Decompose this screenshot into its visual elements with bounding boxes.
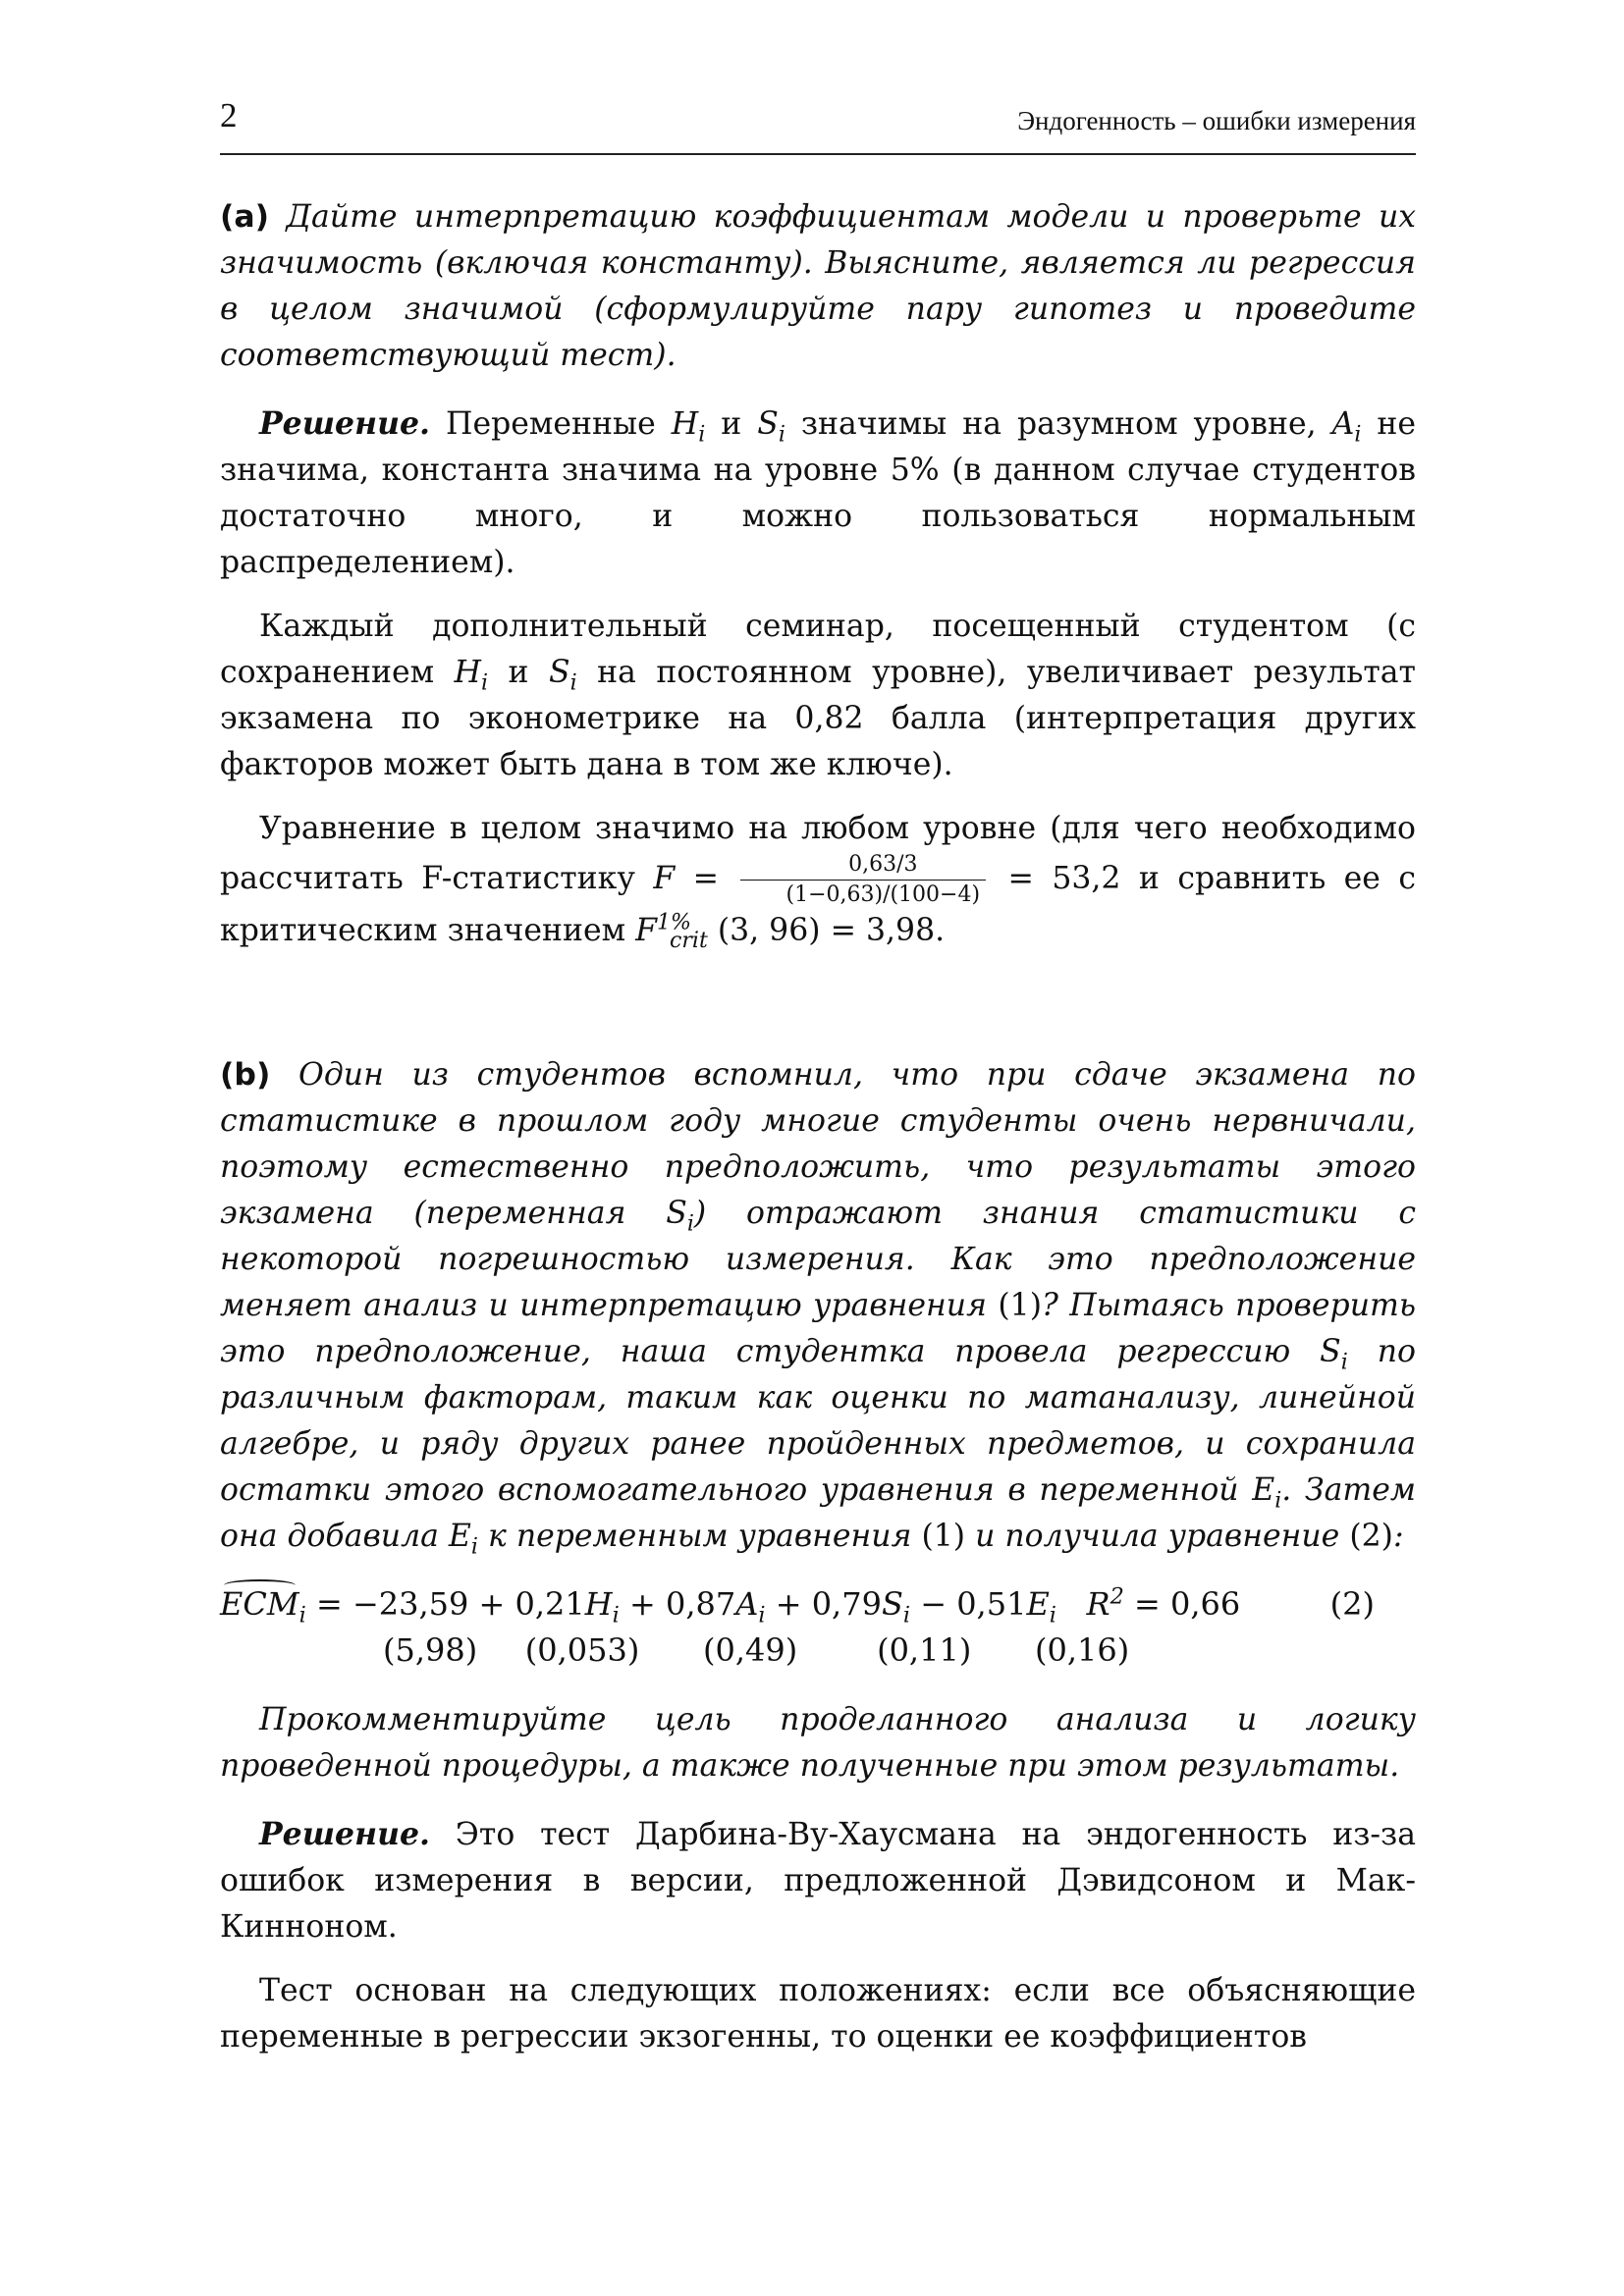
math-var-h: $H_i$ xyxy=(454,655,489,696)
f-statistic-value: = 53,2 xyxy=(1007,861,1121,896)
f-critical: $F^{1\%}_{crit}$ xyxy=(635,910,708,954)
page-body xyxy=(220,194,1416,2060)
text-fragment: : xyxy=(1392,1519,1404,1554)
text-fragment: по различным факторам, таким как оценки по матанализу, линейной алгебре, и ряду других ранее пройденных предметов, и сохранила остатки этого вспомогательного уравнения в переменной xyxy=(220,1334,1416,1508)
solution-a-paragraph-1 xyxy=(220,400,1416,586)
text-fragment: Уравнение в целом значимо на любом уровне (для чего необходимо рассчитать F-статистику xyxy=(220,811,1416,896)
text-fragment: и получила уравнение xyxy=(975,1519,1340,1554)
math-var-e: $E_i$ xyxy=(448,1519,478,1560)
equals-sign: = xyxy=(692,861,720,896)
math-var-h: $H_i$ xyxy=(584,1585,620,1629)
equation-term: + 0,87 xyxy=(629,1585,736,1623)
math-var-a: $A_i$ xyxy=(1331,406,1362,448)
question-b-label: (b) xyxy=(220,1057,271,1093)
math-var-e: $E_i$ xyxy=(1252,1472,1282,1514)
solution-b-paragraph-2: Тест основан на следующих положениях: если все объясняющие переменные в регрессии экзогенны, то оценки ее коэффициентов xyxy=(220,1973,1416,2055)
equation-term: + 0,79 xyxy=(775,1585,882,1623)
text-fragment: и xyxy=(508,655,529,690)
text-fragment: ) отражают знания статистики с некоторой погрешностью измерения. Как это предположение меняет анализ и интерпретацию уравнения xyxy=(220,1196,1416,1323)
math-var-s: $S_i$ xyxy=(666,1196,694,1237)
text-fragment: значимы на разумном уровне, xyxy=(800,406,1317,442)
page-header xyxy=(220,90,1416,155)
page-number: 2 xyxy=(220,96,238,134)
f-statistic-fraction xyxy=(740,852,986,908)
question-b xyxy=(220,1052,1416,1560)
question-a-text: Дайте интерпретацию коэффициентам модели и проверьте их значимость (включая константу). Выясните, является ли регрессия в целом значимой (сформулируйте пару гипотез и проведите соответствующий тест). xyxy=(220,199,1416,373)
running-title: Эндогенность – ошибки измерения xyxy=(1017,106,1416,135)
equation-ref-2: (2) xyxy=(1349,1519,1393,1554)
math-var-s: $S_i$ xyxy=(757,406,785,448)
math-var-h: $H_i$ xyxy=(671,406,706,448)
math-var-a: $A_i$ xyxy=(735,1585,766,1629)
solution-a-label: Решение. xyxy=(259,405,430,442)
standard-errors: (5,98) (0,053) (0,49) (0,11) (0,16) xyxy=(383,1631,1130,1669)
fraction-denominator: (1−0,63)/(100−4) xyxy=(785,882,981,907)
math-var-s: $S_i$ xyxy=(549,655,577,696)
solution-b-label: Решение. xyxy=(259,1816,430,1852)
text-fragment: Это тест Дарбина-Ву-Хаусмана на эндогенность из-за ошибок измерения в версии, предложенной Дэвидсоном и Мак-Кинноном. xyxy=(220,1817,1416,1945)
math-var-f: F xyxy=(653,861,676,896)
text-fragment: . Затем она добавила xyxy=(220,1472,1416,1554)
text-fragment: на постоянном уровне), увеличивает результат экзамена по эконометрике на 0,82 балла (интерпретация других факторов может быть дана в том же ключе). xyxy=(220,655,1416,782)
question-a-label: (a) xyxy=(220,199,270,235)
r-squared-value: = 0,66 xyxy=(1134,1585,1241,1623)
equation-term: = −23,59 + 0,21 xyxy=(315,1585,585,1623)
solution-a-paragraph-2 xyxy=(220,604,1416,788)
text-fragment: к переменным уравнения xyxy=(488,1519,912,1554)
fraction-numerator: 0,63/3 xyxy=(740,852,986,881)
equation-ref-1: (1) xyxy=(921,1519,966,1554)
text-fragment: Каждый дополнительный семинар, посещенный студентом (с сохранением xyxy=(220,609,1416,690)
regression-equation xyxy=(220,1581,1416,1676)
math-var-e: $E_i$ xyxy=(1026,1585,1056,1629)
text-fragment: Один из студентов вспомнил, что при сдаче экзамена по статистике в прошлом году многие студенты очень нервничали, поэтому естественно предположить, что результаты этого экзамена (переменная xyxy=(220,1057,1416,1231)
equation-ref-1: (1) xyxy=(998,1288,1042,1323)
solution-b-paragraph-1 xyxy=(220,1811,1416,1950)
solution-a-paragraph-3 xyxy=(220,806,1416,954)
text-fragment: Переменные xyxy=(445,406,656,442)
equation-number: (2) xyxy=(1329,1585,1375,1623)
ecm-hat: ECM xyxy=(220,1581,299,1628)
text-fragment: и сравнить ее с критическим значением xyxy=(220,861,1417,948)
equation-term: − 0,51 xyxy=(920,1585,1027,1623)
text-fragment: не значима, константа значима на уровне 5% (в данном случае студентов достаточно много, и можно пользоваться нормальным распределением). xyxy=(220,406,1417,580)
r-squared: $R^2$ xyxy=(1086,1583,1124,1623)
question-b-comment: Прокомментируйте цель проделанного анализа и логику проведенной процедуры, а также полученные при этом результаты. xyxy=(220,1702,1416,1784)
math-var-s: $S_i$ xyxy=(881,1585,911,1629)
equation-line xyxy=(220,1581,1240,1628)
text-fragment: ? Пытаясь проверить это предположение, наша студентка провела регрессию xyxy=(220,1288,1417,1369)
question-a xyxy=(220,194,1416,379)
subscript-i: i xyxy=(298,1602,306,1629)
f-critical-value: (3, 96) = 3,98. xyxy=(717,913,946,948)
text-fragment: и xyxy=(721,406,742,442)
math-var-s: $S_i$ xyxy=(1320,1334,1348,1375)
